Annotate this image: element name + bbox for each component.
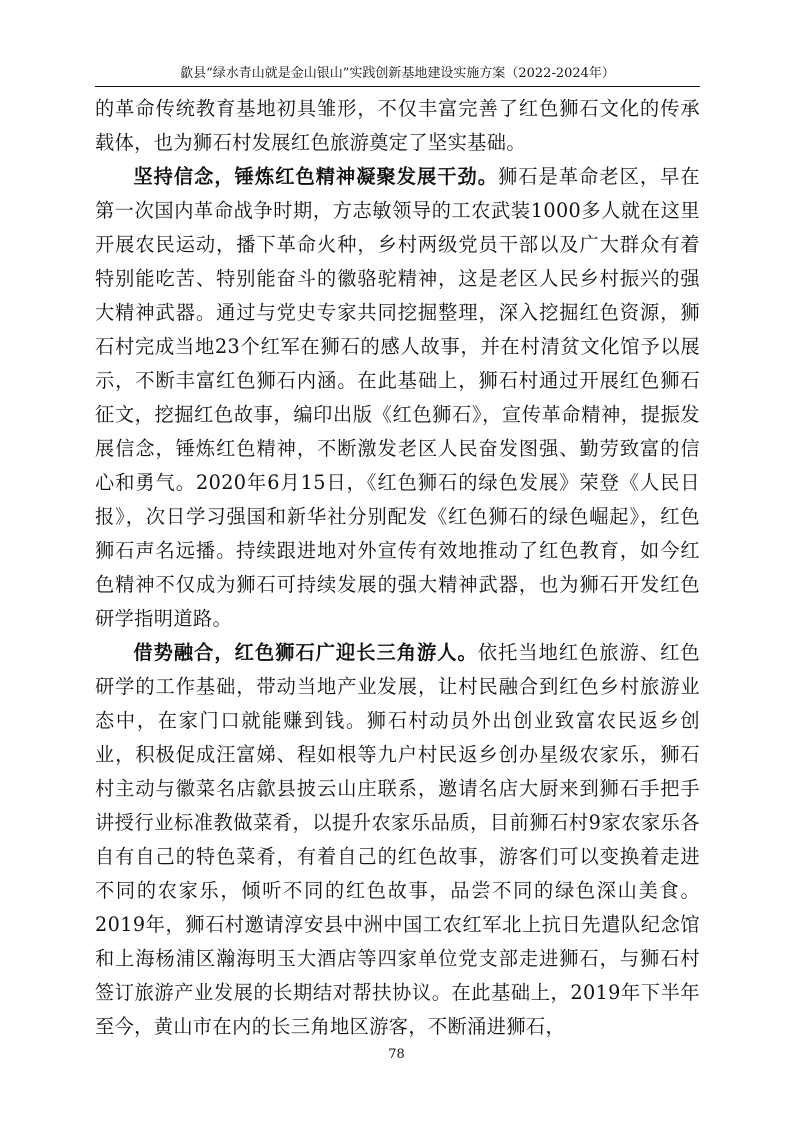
paragraph-text: 的革命传统教育基地初具雏形，不仅丰富完善了红色狮石文化的传承载体，也为狮石村发展红色旅游奠定了坚实基础。 (95, 97, 700, 154)
paragraph-lead-heading: 借势融合，红色狮石广迎长三角游人。 (133, 641, 478, 664)
paragraph-text: 狮石是革命老区，早在第一次国内革命战争时期，方志敏领导的工农武装1000多人就在这里开展农民运动，播下革命火种，乡村两级党员干部以及广大群众有着特别能吃苦、特别能奋斗的徽骆驼精神，这是老区人民乡村振兴的强大精神武器。通过与党史专家共同挖掘整理，深入挖掘红色资源，狮石村完成当地23个红军在狮石的感人故事，并在村清贫文化馆予以展示，不断丰富红色狮石内涵。在此基础上，狮石村通过开展红色狮石征文，挖掘红色故事，编印出版《红色狮石》，宣传革命精神，提振发展信念，锤炼红色精神，不断激发老区人民奋发图强、勤劳致富的信心和勇气。2020年6月15日，《红色狮石的绿色发展》荣登《人民日报》，次日学习强国和新华社分别配发《红色狮石的绿色崛起》，红色狮石声名远播。持续跟进地对外宣传有效地推动了红色教育，如今红色精神不仅成为狮石可持续发展的强大精神武器，也为狮石开发红色研学指明道路。 (95, 165, 701, 630)
paragraph-lead-heading: 坚持信念，锤炼红色精神凝聚发展干劲。 (133, 165, 499, 188)
paragraph-continuation (95, 92, 700, 160)
running-header: 歙县“绿水青山就是金山银山”实践创新基地建设实施方案（2022-2024年） (180, 66, 615, 81)
paragraph-text: 依托当地红色旅游、红色研学的工作基础，带动当地产业发展，让村民融合到红色乡村旅游业态中，在家门口就能赚到钱。狮石村动员外出创业致富农民返乡创业，积极促成汪富娣、程如根等九户村民返乡创办星级农家乐，狮石村主动与徽菜名店歙县披云山庄联系，邀请名店大厨来到狮石手把手讲授行业标准教做菜肴，以提升农家乐品质，目前狮石村9家农家乐各自有自己的特色菜肴，有着自己的红色故事，游客们可以变换着走进不同的农家乐，倾听不同的红色故事，品尝不同的绿色深山美食。2019年，狮石村邀请淳安县中洲中国工农红军北上抗日先遣队纪念馆和上海杨浦区瀚海明玉大酒店等四家单位党支部走进狮石，与狮石村签订旅游产业发展的长期结对帮扶协议。在此基础上，2019年下半年至今，黄山市在内的长三角地区游客，不断涌进狮石， (95, 641, 700, 1038)
paragraph-red-spirit (95, 160, 700, 636)
header-divider (95, 86, 700, 87)
paragraph-yangtze-tourism (95, 636, 700, 1044)
document-body (95, 92, 700, 1044)
page-number: 78 (388, 1047, 405, 1062)
